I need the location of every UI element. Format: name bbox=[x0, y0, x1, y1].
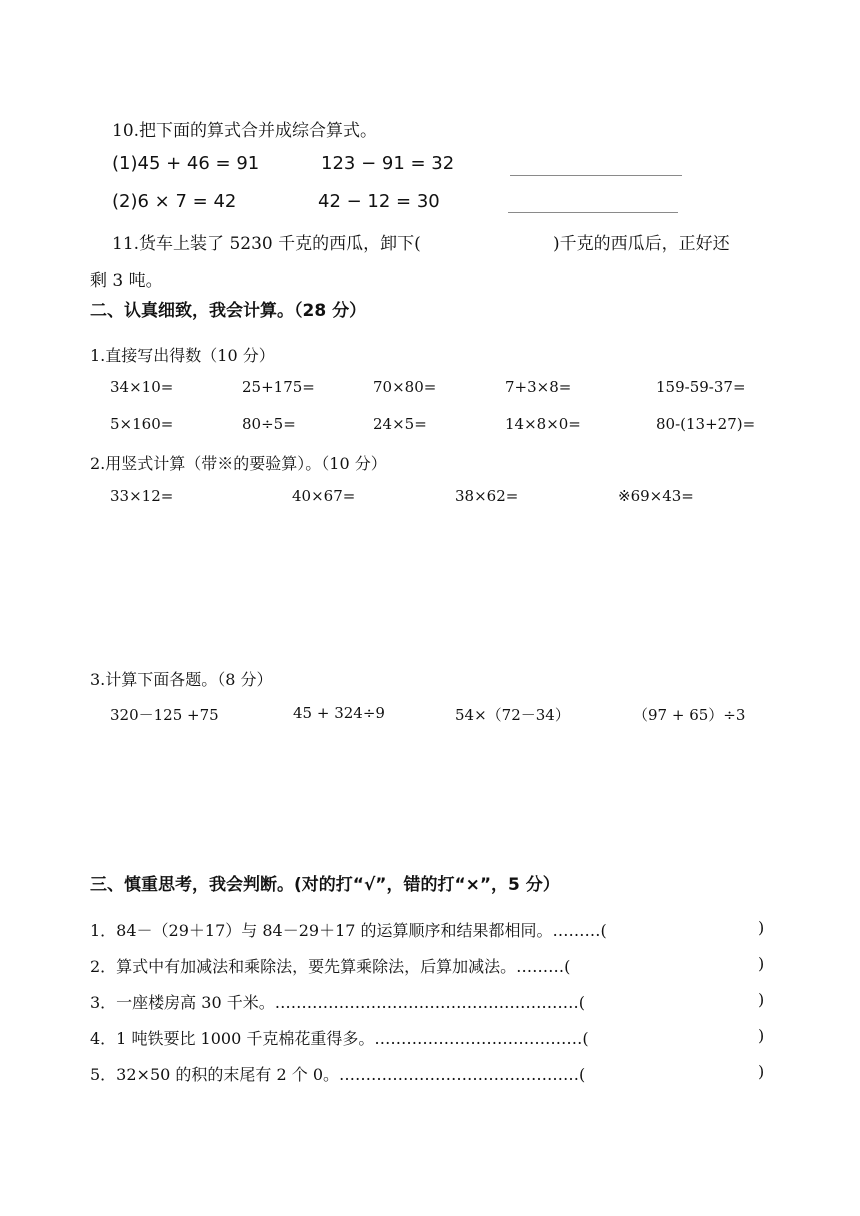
calc2-item: 38×62= bbox=[455, 487, 519, 505]
section3-heading: 三、慎重思考，我会判断。(对的打“√”，错的打“×”，5 分） bbox=[90, 875, 560, 895]
judge-item-4-text: 4．1 吨铁要比 1000 千克棉花重得多。…………………………………( bbox=[90, 1029, 589, 1048]
judge-item-2-text: 2．算式中有加减法和乘除法，要先算乘除法，后算加减法。………( bbox=[90, 957, 571, 976]
calc1-item: 80-(13+27)= bbox=[656, 415, 756, 433]
calc2-title: 2.用竖式计算（带※的要验算）。（10 分） bbox=[90, 454, 387, 473]
calc1-item: 24×5= bbox=[373, 415, 427, 433]
judge-item-1-answer[interactable]: ) bbox=[758, 918, 765, 937]
calc2-item: 40×67= bbox=[292, 487, 356, 505]
section2-heading: 二、认真细致，我会计算。（28 分） bbox=[90, 301, 367, 321]
judge-item-5-answer[interactable]: ) bbox=[758, 1062, 765, 1081]
calc2-item: ※69×43= bbox=[618, 487, 694, 505]
calc2-item: 33×12= bbox=[110, 487, 174, 505]
q10-row2-expr2: 42 − 12 = 30 bbox=[318, 191, 440, 212]
q11-line2: 剩 3 吨。 bbox=[90, 271, 163, 291]
judge-item-2-answer[interactable]: ) bbox=[758, 954, 765, 973]
judge-item-1-text: 1．84－（29＋17）与 84－29＋17 的运算顺序和结果都相同。………( bbox=[90, 921, 607, 940]
calc1-item: 70×80= bbox=[373, 378, 437, 396]
calc3-item: 54×（72－34） bbox=[455, 706, 570, 724]
q10-row2-answer-blank[interactable] bbox=[508, 212, 678, 213]
calc3-title: 3.计算下面各题。（8 分） bbox=[90, 670, 273, 689]
calc1-item: 25+175= bbox=[242, 378, 315, 396]
calc1-item: 5×160= bbox=[110, 415, 174, 433]
calc1-item: 80÷5= bbox=[242, 415, 296, 433]
q10-row1-expr2: 123 − 91 = 32 bbox=[321, 153, 455, 174]
q10-row1-answer-blank[interactable] bbox=[510, 175, 682, 176]
judge-item-3-answer[interactable]: ) bbox=[758, 990, 765, 1009]
q11-line1-a: 11.货车上装了 5230 千克的西瓜，卸下( bbox=[112, 234, 421, 254]
q10-row2-expr1: (2)6 × 7 = 42 bbox=[112, 191, 237, 212]
q11-line1-b: )千克的西瓜后，正好还 bbox=[553, 234, 730, 254]
calc1-item: 14×8×0= bbox=[505, 415, 581, 433]
judge-item-4-answer[interactable]: ) bbox=[758, 1026, 765, 1045]
calc1-item: 159-59-37= bbox=[656, 378, 746, 396]
calc3-item: （97 + 65）÷3 bbox=[633, 706, 746, 724]
judge-item-3-text: 3．一座楼房高 30 千米。…………………………………………………( bbox=[90, 993, 585, 1012]
calc1-item: 7+3×8= bbox=[505, 378, 572, 396]
calc1-item: 34×10= bbox=[110, 378, 174, 396]
judge-item-5-text: 5．32×50 的积的末尾有 2 个 0。………………………………………( bbox=[90, 1065, 586, 1084]
q10-title: 10.把下面的算式合并成综合算式。 bbox=[112, 121, 378, 141]
q10-row1-expr1: (1)45 + 46 = 91 bbox=[112, 153, 260, 174]
calc1-title: 1.直接写出得数（10 分） bbox=[90, 346, 275, 365]
calc3-item: 45 + 324÷9 bbox=[293, 704, 385, 722]
calc3-item: 320－125 +75 bbox=[110, 706, 219, 724]
